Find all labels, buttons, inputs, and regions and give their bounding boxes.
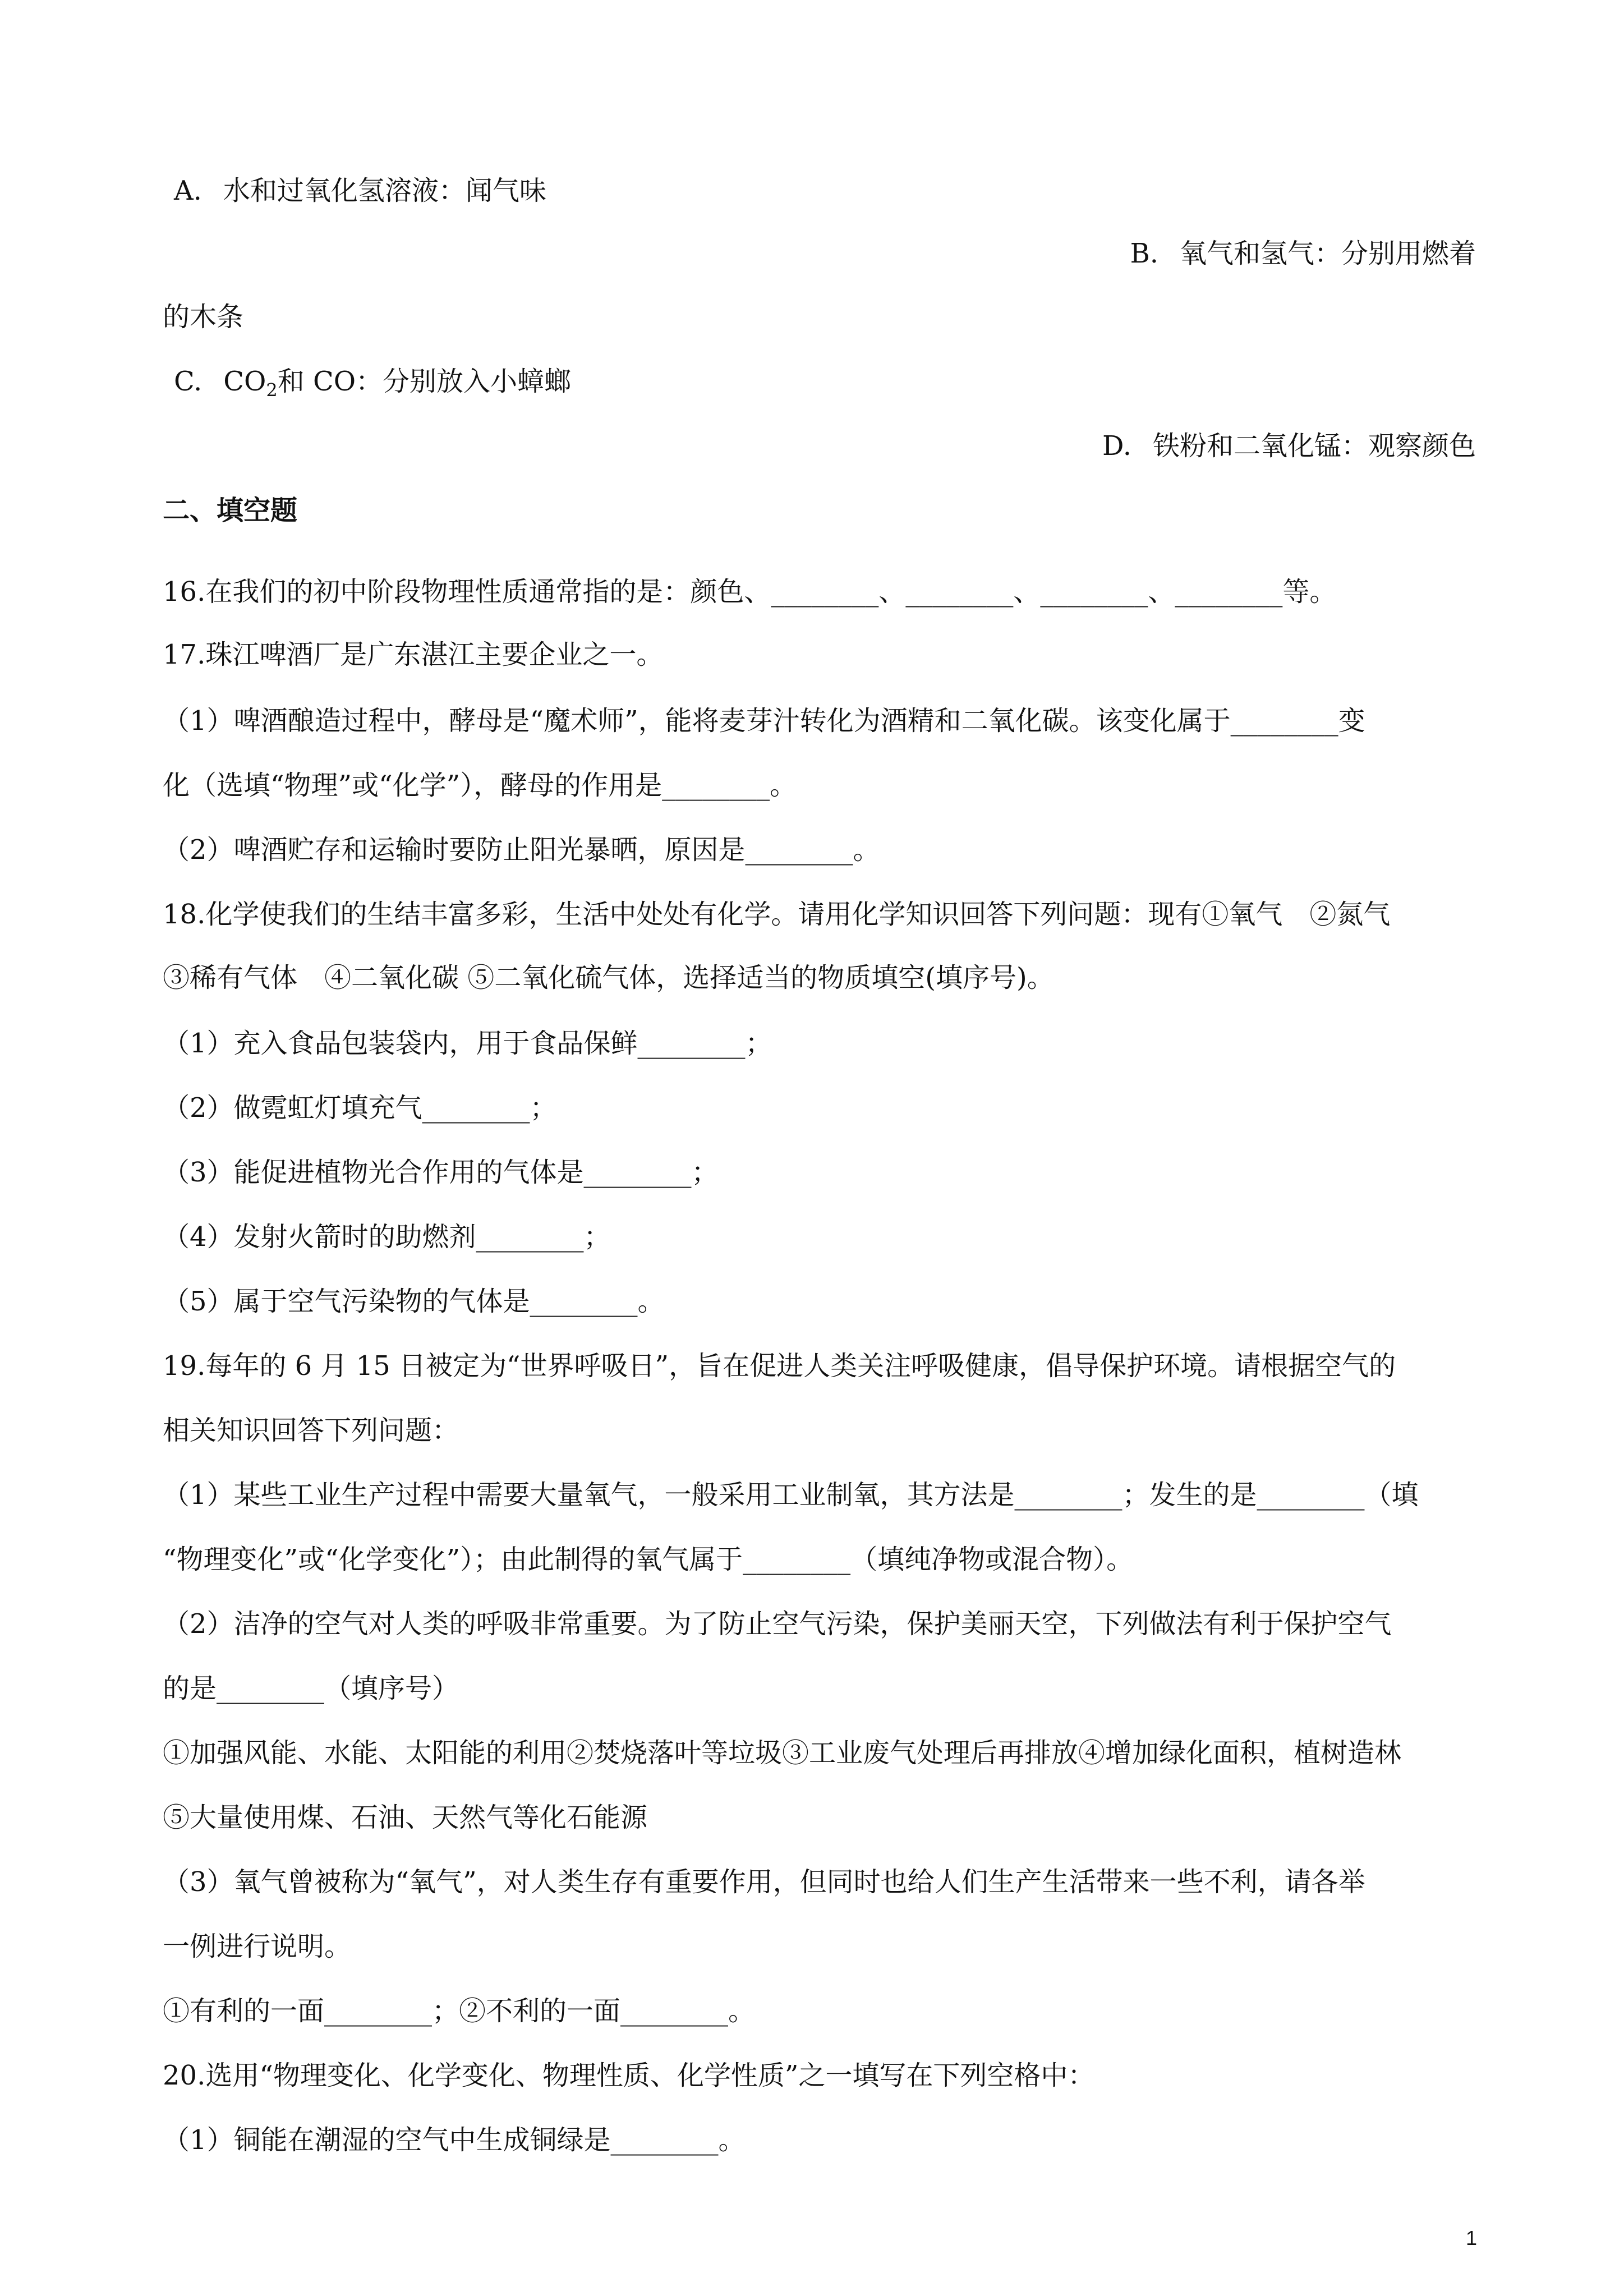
question-line: 16.在我们的初中阶段物理性质通常指的是：颜色、________、________、________、________等。 <box>163 576 1337 608</box>
option-c-text-post: 和 CO：分别放入小蟑螂 <box>277 366 572 397</box>
question-line: ①有利的一面________；②不利的一面________。 <box>163 1995 756 2027</box>
question-line: 化（选填“物理”或“化学”），酵母的作用是________。 <box>163 770 797 801</box>
question-line: （3）氧气曾被称为“氧气”，对人类生存有重要作用，但同时也给人们生产生活带来一些不利，请各举 <box>163 1866 1365 1898</box>
question-line: （5）属于空气污染物的气体是________。 <box>163 1286 665 1317</box>
option-c-text-pre: CO <box>223 366 266 397</box>
question-line: （2）啤酒贮存和运输时要防止阳光暴晒，原因是________。 <box>163 834 880 866</box>
option-b-text: 氧气和氢气：分别用燃着 <box>1179 238 1476 269</box>
option-b <box>1130 237 1476 270</box>
question-line: “物理变化”或“化学变化”）；由此制得的氧气属于________（填纯净物或混合物）。 <box>163 1544 1134 1575</box>
option-a-label: A. <box>174 175 202 206</box>
question-line: （2）做霓虹灯填充气________； <box>163 1092 557 1124</box>
question-line: （4）发射火箭时的助燃剂________； <box>163 1221 611 1253</box>
question-line: ⑤大量使用煤、石油、天然气等化石能源 <box>163 1802 648 1833</box>
question-line: ①加强风能、水能、太阳能的利用②焚烧落叶等垃圾③工业废气处理后再排放④增加绿化面积，植树造林 <box>163 1737 1402 1769</box>
option-b-continuation: 的木条 <box>163 301 244 333</box>
question-line: （1）充入食品包装袋内，用于食品保鲜________； <box>163 1028 772 1059</box>
option-c-label: C. <box>174 366 203 397</box>
question-line: 的是________（填序号） <box>163 1673 459 1704</box>
question-line: ③稀有气体 ④二氧化碳 ⑤二氧化硫气体，选择适当的物质填空(填序号)。 <box>163 962 1054 993</box>
question-line: 20.选用“物理变化、化学变化、物理性质、化学性质”之一填写在下列空格中： <box>163 2060 1095 2091</box>
question-line: 19.每年的 6 月 15 日被定为“世界呼吸日”，旨在促进人类关注呼吸健康，倡导保护环境。请根据空气的 <box>163 1350 1396 1382</box>
section-title: 二、填空题 <box>163 495 298 526</box>
option-b-label: B. <box>1130 238 1158 269</box>
question-line: （1）某些工业生产过程中需要大量氧气，一般采用工业制氧，其方法是________；发生的是________（填 <box>163 1479 1419 1511</box>
question-line: 17.珠江啤酒厂是广东湛江主要企业之一。 <box>163 639 664 670</box>
question-line: 一例进行说明。 <box>163 1931 352 1962</box>
option-c-subscript: 2 <box>266 379 278 401</box>
question-line: （1）铜能在潮湿的空气中生成铜绿是________。 <box>163 2124 746 2156</box>
question-line: 18.化学使我们的生结丰富多彩，生活中处处有化学。请用化学知识回答下列问题：现有①氧气 ②氮气 <box>163 899 1391 930</box>
option-d <box>1102 429 1476 463</box>
question-line: 相关知识回答下列问题： <box>163 1415 459 1446</box>
option-c <box>174 365 572 401</box>
question-line: （1）啤酒酿造过程中，酵母是“魔术师”，能将麦芽汁转化为酒精和二氧化碳。该变化属于________变 <box>163 705 1365 737</box>
question-line: （2）洁净的空气对人类的呼吸非常重要。为了防止空气污染，保护美丽天空，下列做法有利于保护空气 <box>163 1608 1392 1640</box>
option-a-text: 水和过氧化氢溶液：闻气味 <box>223 175 546 206</box>
option-d-text: 铁粉和二氧化锰：观察颜色 <box>1152 430 1476 462</box>
option-d-label: D. <box>1102 430 1131 462</box>
option-a <box>174 174 546 208</box>
question-line: （3）能促进植物光合作用的气体是________； <box>163 1157 719 1188</box>
page-number: 1 <box>1465 2226 1477 2249</box>
